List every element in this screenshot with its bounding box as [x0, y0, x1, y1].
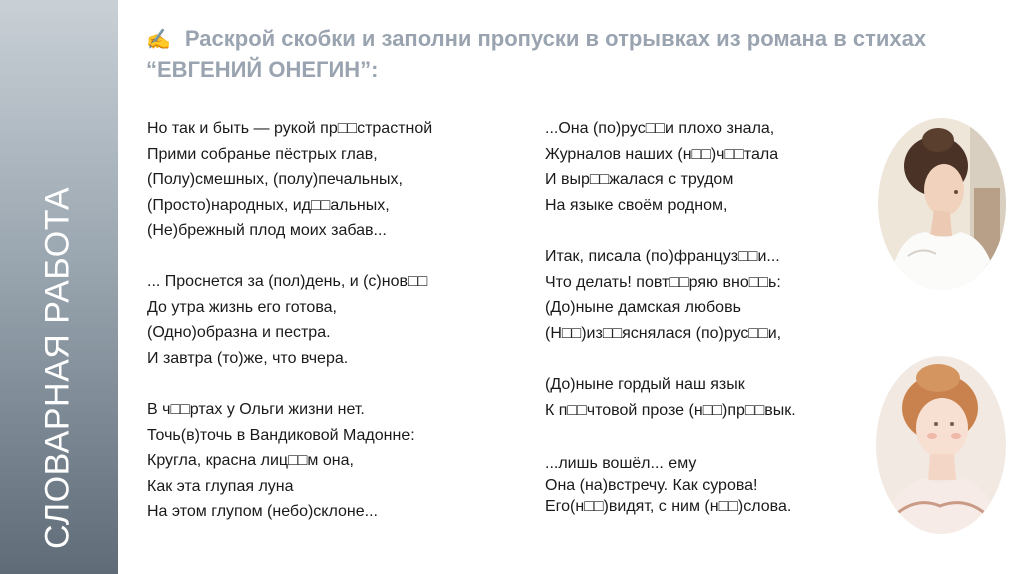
- poem-stanza: [545, 116, 875, 218]
- poem-stanza: [545, 453, 875, 518]
- poem-line: Итак, писала (по)француз□□и...: [545, 248, 780, 265]
- poem-stanza: [147, 116, 507, 244]
- poem-line: Прими собранье пёстрых глав,: [147, 145, 378, 163]
- poem-line: (Просто)народных, ид□□альных,: [147, 196, 390, 214]
- title-text: Раскрой скобки и заполни пропуски в отрывках из романа в стихах “ЕВГЕНИЙ ОНЕГИН”:: [146, 26, 927, 82]
- poem-line: (Полу)смешных, (полу)печальных,: [147, 171, 403, 188]
- poem-line: И завтра (то)же, что вчера.: [147, 349, 349, 367]
- portrait-olga-image: [876, 356, 1006, 534]
- poem-line: (Одно)образна и пестра.: [147, 324, 331, 341]
- poem-line: Его(н□□)видят, с ним (н□□)слова.: [545, 498, 792, 515]
- poem-line: (До)ныне гордый наш язык: [545, 376, 745, 393]
- poem-line: К п□□чтовой прозе (н□□)пр□□вык.: [545, 401, 796, 419]
- poem-line: ...лишь вошёл... ему: [545, 455, 697, 472]
- page-title: [146, 24, 966, 85]
- poem-line: (Не)брежный плод моих забав...: [147, 222, 387, 239]
- poem-stanza: [545, 372, 875, 423]
- sidebar-band: [0, 0, 118, 574]
- poem-line: В ч□□ртах у Ольги жизни нет.: [147, 401, 365, 418]
- writing-hand-icon: ✍: [146, 29, 171, 51]
- poem-line: Точь(в)точь в Вандиковой Мадонне:: [147, 426, 415, 444]
- poem-line: (До)ныне дамская любовь: [545, 299, 741, 316]
- poem-stanza: [545, 244, 875, 346]
- poem-line: Журналов наших (н□□)ч□□тала: [545, 145, 779, 163]
- poem-line: И выр□□жалася с трудом: [545, 171, 734, 188]
- poem-line: Она (на)встречу. Как сурова!: [545, 476, 758, 494]
- poem-line: (Н□□)из□□яснялася (по)рус□□и,: [545, 324, 782, 342]
- poem-line: ... Проснется за (пол)день, и (с)нов□□: [147, 273, 428, 290]
- poem-line: На языке своём родном,: [545, 196, 728, 214]
- poem-line: ...Она (по)рус□□и плохо знала,: [545, 120, 775, 137]
- poem-stanza: [147, 397, 507, 525]
- poem-line: На этом глупом (небо)склоне...: [147, 503, 378, 520]
- poem-line: Как эта глупая луна: [147, 477, 294, 495]
- poem-line: Что делать! повт□□ряю вно□□ь:: [545, 273, 781, 291]
- poem-line: Но так и быть — рукой пр□□страстной: [147, 120, 433, 137]
- sidebar-label: СЛОВАРНАЯ РАБОТА: [38, 186, 77, 550]
- poem-line: До утра жизнь его готова,: [147, 298, 337, 316]
- poem-line: Кругла, красна лиц□□м она,: [147, 452, 354, 469]
- portrait-olga: [876, 356, 1006, 534]
- poem-stanza: [147, 269, 507, 371]
- portrait-tatiana: [878, 118, 1006, 290]
- portrait-tatiana-image: [878, 118, 1006, 290]
